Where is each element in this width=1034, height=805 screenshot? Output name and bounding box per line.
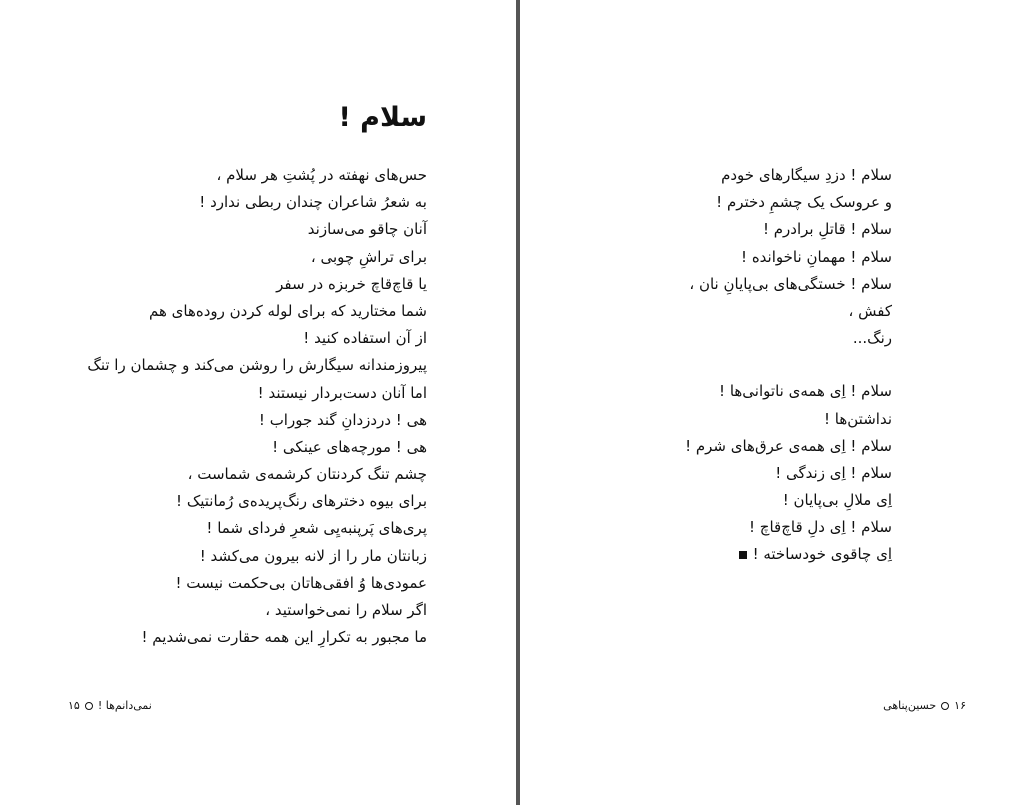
- poem-line: سلام ! خستگی‌های بی‌پایانِ نان ،: [689, 274, 892, 293]
- poem-line: پری‌های پَرپنبه‌یِی شعرِ فردای شما !: [206, 519, 427, 538]
- circle-separator-icon: [85, 702, 93, 710]
- poem-line: حس‌های نهفته در پُشتِ هر سلام ،: [216, 166, 427, 184]
- poem-line: سلام ! اِی همه‌ی ناتوانی‌ها !: [719, 382, 892, 401]
- poem-line: سلام ! دزدِ سیگارهای خودم: [721, 166, 892, 184]
- book-title: نمی‌دانم‌ها !: [97, 699, 152, 712]
- author-name: حسین‌پناهی: [883, 699, 937, 712]
- page-number: ۱۶: [954, 699, 966, 712]
- poem-line: پیروزمندانه سیگارش را روشن می‌کند و چشمان را تنگ: [87, 356, 427, 375]
- poem-line: کفش ،: [848, 301, 892, 320]
- poem-line: نداشتن‌ها !: [824, 409, 892, 428]
- end-square-icon: [739, 551, 747, 559]
- poem-line: برای بیوه دخترهای رنگ‌پریده‌ی رُمانتیک !: [176, 492, 427, 511]
- poem-line: به شعرُ شاعران چندان ربطی ندارد !: [199, 193, 427, 212]
- left-page: [0, 0, 516, 805]
- right-page: [520, 0, 1034, 805]
- poem-title: سلام !: [338, 102, 427, 133]
- poem-line: یا قاچ‌قاچ خربزه در سفر: [276, 274, 427, 293]
- poem-line: هی ! دردزدانِ گند جوراب !: [258, 410, 427, 429]
- poem-line: آنان چاقو می‌سازند: [307, 220, 427, 239]
- poem-line: عمودی‌ها وُ افقی‌هاتان بی‌حکمت نیست !: [175, 573, 427, 592]
- stanza-break: [685, 352, 892, 378]
- poem-line: هی ! مورچه‌های عینکی !: [272, 437, 427, 456]
- poem-line: شما مختارید که برای لوله کردن روده‌های هم: [148, 301, 427, 320]
- right-poem: [685, 162, 892, 569]
- poem-line: اِی ملالِ بی‌پایان !: [782, 491, 892, 510]
- page-number: ۱۵: [68, 699, 80, 712]
- left-poem: [87, 162, 427, 651]
- poem-line: زبانتان مار را از لانه بیرون می‌کشد !: [199, 546, 427, 565]
- poem-line: رنگ...: [852, 329, 892, 348]
- poem-line: برای تراشِ چوبی ،: [310, 247, 427, 266]
- poem-line: سلام ! اِی دلِ قاچ‌قاچ !: [748, 518, 892, 537]
- poem-line-text: اِی چاقوی خودساخته !: [752, 545, 892, 564]
- left-page-footer: [68, 698, 152, 714]
- poem-line: اما آنان دست‌بردار نیستند !: [257, 383, 427, 402]
- poem-line: سلام ! قاتلِ برادرم !: [762, 220, 892, 239]
- poem-line: سلام ! مهمانِ ناخوانده‌ !: [741, 247, 892, 266]
- poem-line: سلام ! اِی زندگی !: [775, 463, 892, 482]
- poem-line: چشم تنگ کردنتان کرشمه‌ی شماست ،: [187, 465, 427, 484]
- right-page-footer: [883, 698, 966, 714]
- poem-last-line: [685, 541, 892, 568]
- circle-separator-icon: [941, 702, 949, 710]
- poem-line: از آن استفاده کنید !: [303, 329, 427, 348]
- poem-line: سلام ! اِی همه‌ی عرق‌های شرم !: [685, 436, 892, 455]
- poem-line: و عروسک یک چشمِ دخترم !: [716, 193, 892, 212]
- poem-line: اگر سلام را نمی‌خواستید ،: [265, 601, 427, 619]
- poem-line: ما مجبور به تکرارِ این همه حقارت نمی‌شدیم !: [141, 628, 427, 647]
